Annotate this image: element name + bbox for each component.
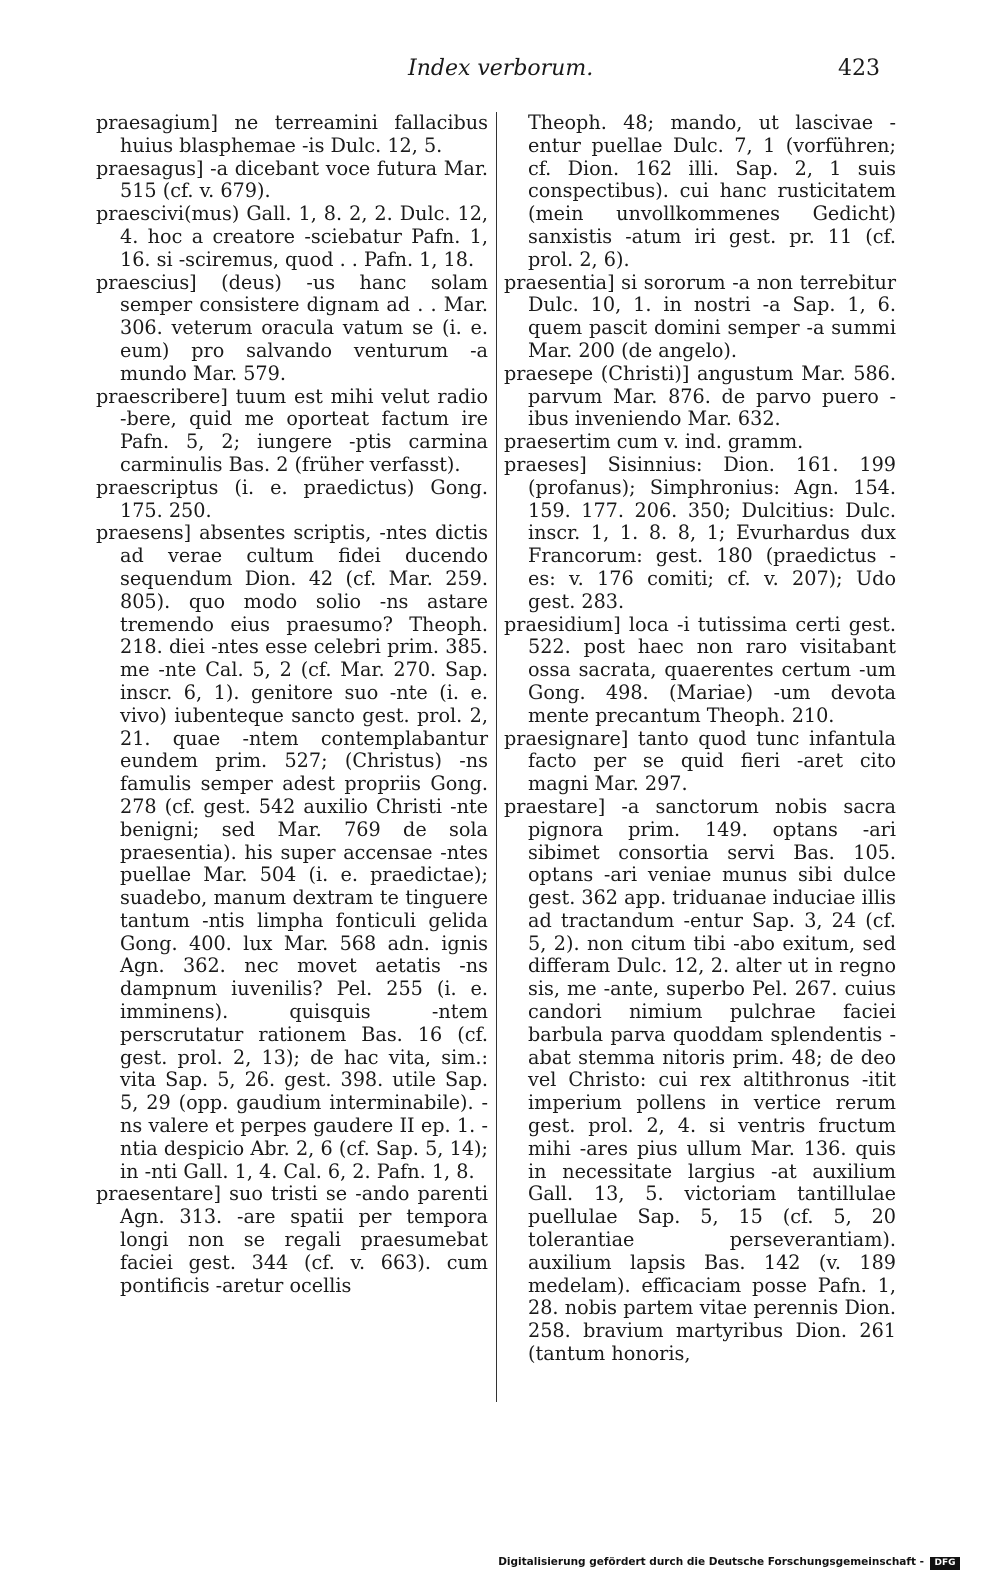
index-entry: praescribere] tuum est mihi velut radio -bere, quid me oporteat factum ire Pafn. 5, 2; iungere -ptis carmina carminulis Bas. 2 (früher verfasst). [96, 384, 488, 476]
footer-credit: Digitalisierung gefördert durch die Deutsche Forschungsgemeinschaft - [498, 1556, 924, 1568]
index-entry: praesagium] ne terreamini fallacibus huius blasphemae -is Dulc. 12, 5. [96, 111, 488, 157]
right-column [504, 112, 896, 1366]
index-entry: praescriptus (i. e. praedictus) Gong. 175. 250. [96, 475, 488, 522]
page-number: 423 [838, 56, 880, 81]
left-column [96, 112, 488, 1297]
index-entry: praesagus] -a dicebant voce futura Mar. 515 (cf. v. 679). [96, 156, 488, 203]
index-entry: praescius] (deus) -us hanc solam semper consistere dignam ad . . Mar. 306. veterum oracula vatum se (i. e. eum) pro salvando venturum -a mundo Mar. 579. [96, 270, 488, 385]
index-entry: praestare] -a sanctorum nobis sacra pignora prim. 149. optans -ari sibimet consortia servi Bas. 105. optans -ari veniae munus sibi dulce gest. 362 app. triduanae induciae illis ad tractandum -entur Sap. 3, 24 (cf. 5, 2). non citum tibi -abo exitum, sed differam Dulc. 12, 2. alter ut in regno sis, me -ante, superbo Pel. 267. cuius candori nimium pulchrae faciei barbula parva quoddam splendentis -abat stemma nitoris prim. 48; de deo vel Christo: cui rex altithronus -itit imperium pollens in vertice rerum gest. prol. 2, 4. si ventris fructum mihi -ares pius ullum Mar. 136. quis in necessitate largius -at auxilium Gall. 13, 5. victoriam tantillulae puellulae Sap. 5, 15 (cf. 5, 20 tolerantiae perseverantiam). auxilium lapsis Bas. 142 (v. 189 medelam). efficaciam posse Pafn. 1, 28. nobis partem vitae perennis Dion. 258. bravium martyribus Dion. 261 (tantum honoris, [504, 794, 896, 1366]
column-divider [496, 112, 497, 1402]
digitization-footer [498, 1556, 960, 1572]
index-entry: praesertim cum v. ind. gramm. [504, 430, 804, 454]
index-entry: praescivi(mus) Gall. 1, 8. 2, 2. Dulc. 12, 4. hoc a creatore -sciebatur Pafn. 1, 16. si -sciremus, quod . . Pafn. 1, 18. [96, 202, 488, 271]
index-entry-continuation: Theoph. 48; mando, ut lascivae -entur puellae Dulc. 7, 1 (vorführen; cf. Dion. 162 illi. Sap. 2, 1 suis conspectibus). cui hanc rusticitatem (mein unvollkommenes Gedicht) sanxistis -atum iri gest. pr. 11 (cf. prol. 2, 6). [528, 111, 896, 271]
page-header [0, 56, 1000, 86]
index-entry: praesentare] suo tristi se -ando parenti Agn. 313. -are spatii per tempora longi non se regali praesumebat faciei gest. 344 (cf. v. 663). cum pontificis -aretur ocellis [96, 1182, 488, 1297]
index-entry: praesens] absentes scriptis, -ntes dictis ad verae cultum fidei ducendo sequendum Dion. 42 (cf. Mar. 259. 805). quo modo solio -ns astare tremendo eius praesumo? Theoph. 218. diei -ntes esse celebri prim. 385. me -nte Cal. 5, 2 (cf. Mar. 270. Sap. inscr. 6, 1). genitore suo -nte (i. e. vivo) iubenteque sancto gest. prol. 2, 21. quae -ntem contemplabantur eundem prim. 527; (Christus) -ns famulis semper adest propriis Gong. 278 (cf. gest. 542 auxilio Christi -nte benigni; sed Mar. 769 de sola praesentia). his super accensae -ntes puellae Mar. 504 (i. e. praedictae); suadebo, manum dextram te tinguere tantum -ntis limpha fonticuli gelida Gong. 400. lux Mar. 568 adn. ignis Agn. 362. nec movet aetatis -ns dampnum iuvenilis? Pel. 255 (i. e. imminens). quisquis -ntem perscrutatur rationem Bas. 16 (cf. gest. prol. 2, 13); de hac vita, sim.: vita Sap. 5, 26. gest. 398. utile Sap. 5, 29 (opp. gaudium interminabile). -ns valere et perpes gaudere II ep. 1. -ntia despicio Abr. 2, 6 (cf. Sap. 5, 14); in -nti Gall. 1, 4. Cal. 6, 2. Pafn. 1, 8. [96, 521, 488, 1183]
index-entry: praesepe (Christi)] angustum Mar. 586. parvum Mar. 876. de parvo puero -ibus inveniendo Mar. 632. [504, 361, 896, 431]
index-entry: praesidium] loca -i tutissima certi gest. 522. post haec non raro visitabant ossa sacrata, quaerentes certum -um Gong. 498. (Mariae) -um devota mente precantum Theoph. 210. [504, 612, 896, 727]
dfg-logo: DFG [930, 1557, 960, 1570]
running-title: Index verborum. [408, 56, 594, 81]
index-entry: praeses] Sisinnius: Dion. 161. 199 (profanus); Simphronius: Agn. 154. 159. 177. 206. 350; Dulcitius: Dulc. inscr. 1, 1. 8. 8, 1; Evurhardus dux Francorum: gest. 180 (praedictus -es: v. 176 comiti; cf. v. 207); Udo gest. 283. [504, 452, 896, 613]
index-entry: praesignare] tanto quod tunc infantula facto per se quid fieri -aret cito magni Mar. 297. [504, 726, 896, 796]
index-entry: praesentia] si sororum -a non terrebitur Dulc. 10, 1. in nostri -a Sap. 1, 6. quem pascit domini semper -a summi Mar. 200 (de angelo). [504, 270, 896, 362]
